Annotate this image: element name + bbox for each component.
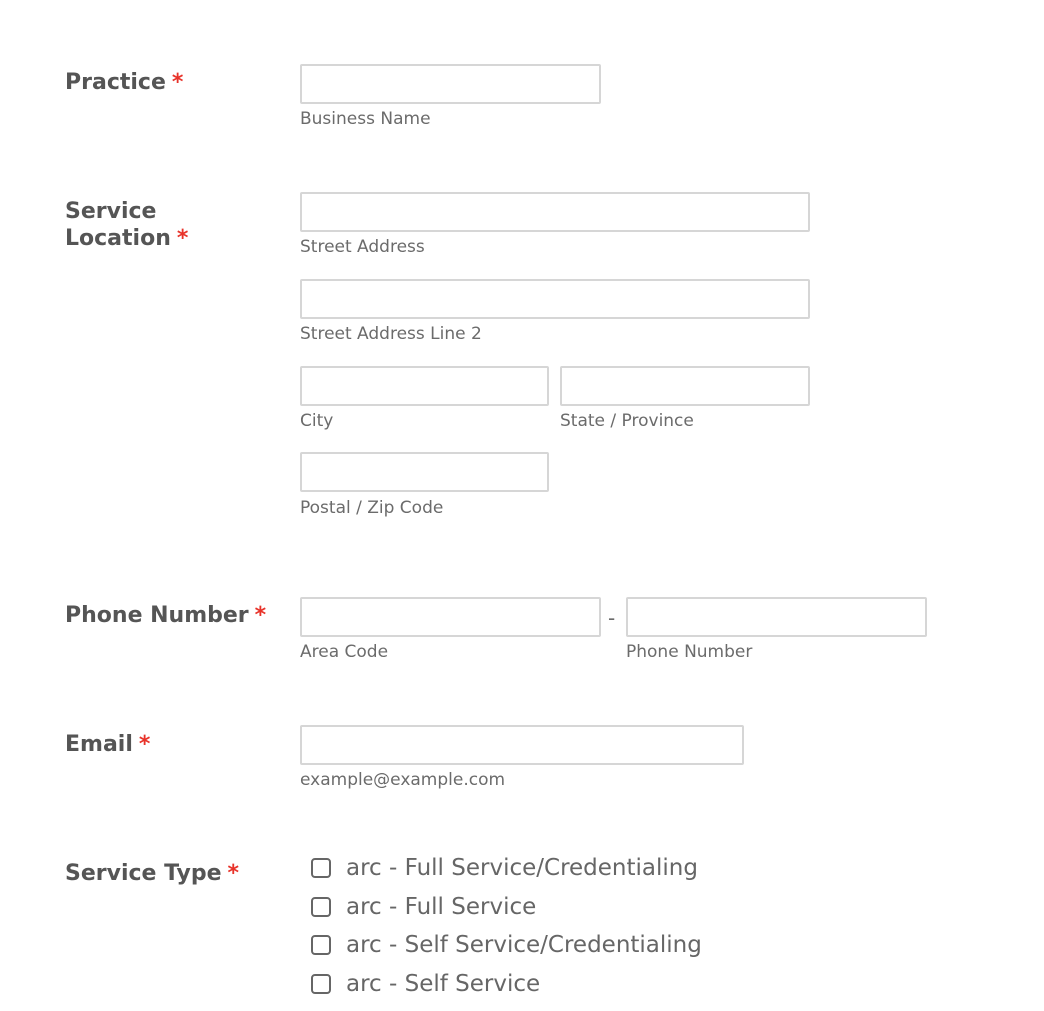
area-code-sublabel: Area Code — [300, 642, 389, 662]
checkbox-icon[interactable] — [311, 858, 331, 878]
service-type-label-text: Service Type — [65, 861, 222, 886]
phone-number-input[interactable] — [626, 597, 927, 637]
service-type-option-label[interactable]: arc - Full Service — [346, 894, 537, 920]
phone-separator: - — [608, 606, 616, 630]
service-type-option[interactable] — [309, 930, 702, 960]
email-input[interactable] — [300, 725, 744, 765]
email-label — [65, 731, 150, 758]
service-type-option-label[interactable]: arc - Self Service — [346, 971, 541, 997]
practice-label — [65, 69, 183, 96]
email-sublabel: example@example.com — [300, 770, 506, 790]
postal-zip-input[interactable] — [300, 452, 549, 492]
service-type-option[interactable] — [309, 853, 698, 883]
service-location-label — [65, 198, 188, 252]
required-asterisk: * — [176, 226, 189, 251]
street-address-line2-sublabel: Street Address Line 2 — [300, 324, 482, 344]
business-name-input[interactable] — [300, 64, 601, 104]
area-code-input[interactable] — [300, 597, 601, 637]
phone-number-sublabel: Phone Number — [626, 642, 753, 662]
city-sublabel: City — [300, 411, 334, 431]
checkbox-icon[interactable] — [311, 935, 331, 955]
service-type-option[interactable] — [309, 969, 540, 999]
street-address-line2-input[interactable] — [300, 279, 810, 319]
postal-zip-sublabel: Postal / Zip Code — [300, 498, 444, 518]
checkbox-icon[interactable] — [311, 974, 331, 994]
checkbox-icon[interactable] — [311, 897, 331, 917]
practice-label-text: Practice — [65, 70, 166, 95]
state-province-input[interactable] — [560, 366, 810, 406]
service-location-label-line2: Location — [65, 226, 171, 251]
service-type-option[interactable] — [309, 892, 536, 922]
phone-number-label — [65, 602, 266, 629]
business-name-sublabel: Business Name — [300, 109, 431, 129]
street-address-input[interactable] — [300, 192, 810, 232]
service-location-label-line1: Service — [65, 199, 157, 224]
required-asterisk: * — [171, 70, 184, 95]
service-type-option-label[interactable]: arc - Full Service/Credentialing — [346, 855, 698, 881]
service-type-label — [65, 860, 239, 887]
state-province-sublabel: State / Province — [560, 411, 694, 431]
required-asterisk: * — [227, 861, 240, 886]
phone-number-label-text: Phone Number — [65, 603, 249, 628]
service-type-option-label[interactable]: arc - Self Service/Credentialing — [346, 932, 702, 958]
required-asterisk: * — [254, 603, 267, 628]
email-label-text: Email — [65, 732, 133, 757]
required-asterisk: * — [138, 732, 151, 757]
street-address-sublabel: Street Address — [300, 237, 425, 257]
city-input[interactable] — [300, 366, 549, 406]
